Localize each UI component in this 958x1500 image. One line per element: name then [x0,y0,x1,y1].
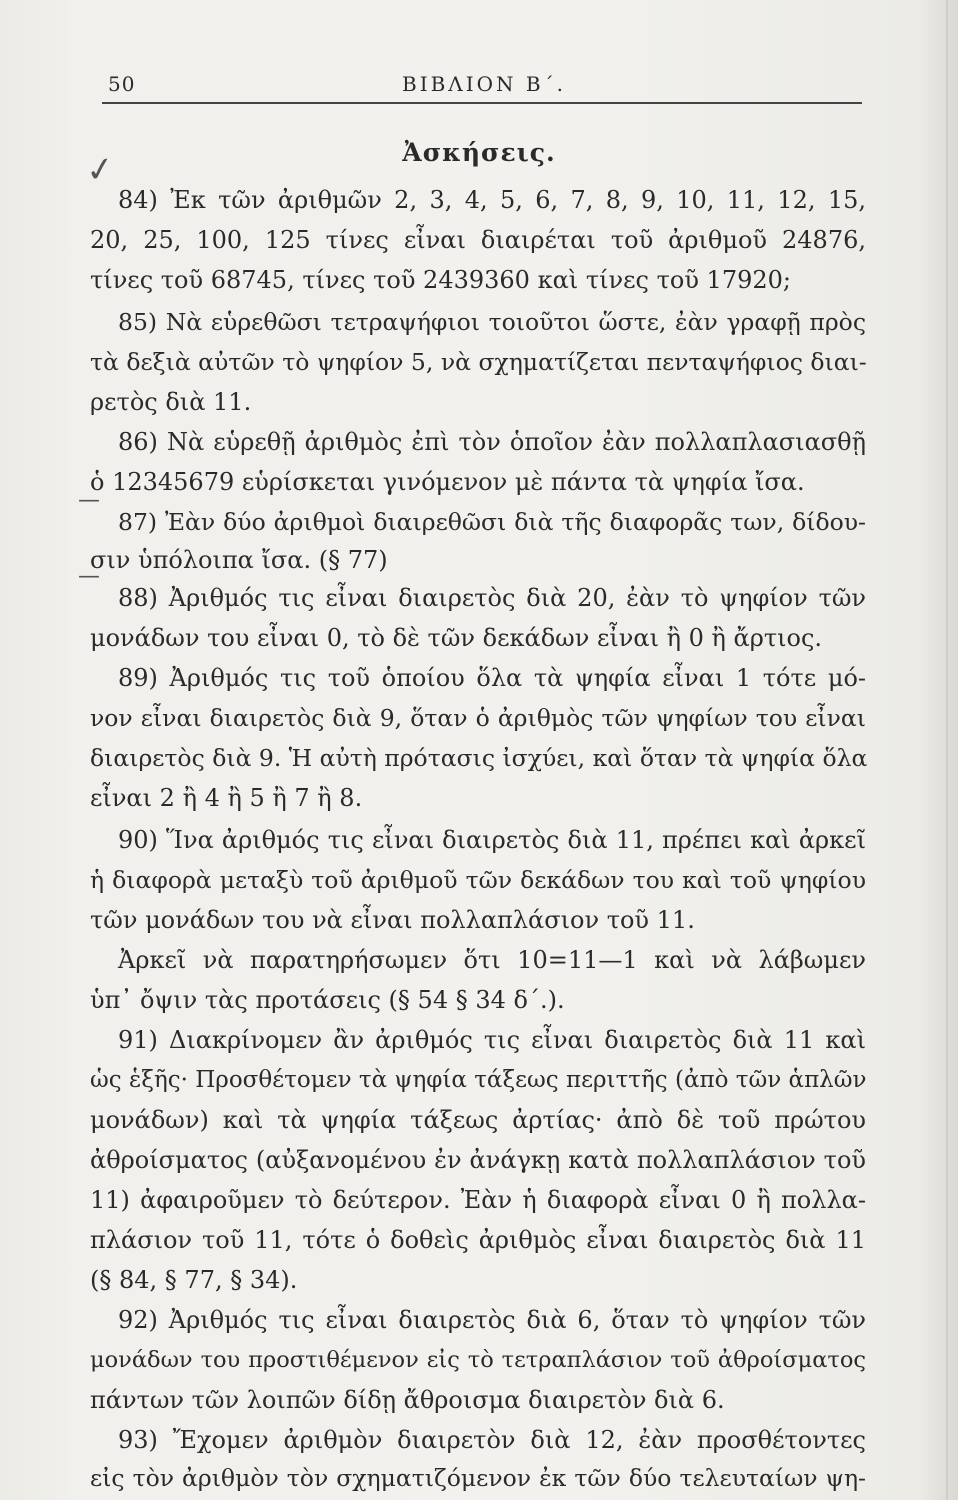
text-line: διαιρετὸς διὰ 9. Ἡ αὐτὴ πρότασις ἰσχύει, καὶ ὅταν τὰ ψηφία ὅλα [90,744,868,772]
page-fold-edge [946,0,948,1500]
text-line: ἀθροίσματος (αὐξανομένου ἐν ἀνάγκῃ κατὰ πολλαπλάσιον τοῦ [90,1146,866,1174]
text-line: τὰ δεξιὰ αὐτῶν τὸ ψηφίον 5, νὰ σχηματίζεται πενταψήφιος διαι- [90,348,867,376]
text-line: μονάδων) καὶ τὰ ψηφία τάξεως ἀρτίας· ἀπὸ δὲ τοῦ πρώτου [90,1106,866,1134]
running-title: ΒΙΒΛΙΟΝ Β΄. [402,72,566,96]
text-line: πάντων τῶν λοιπῶν δίδῃ ἄθροισμα διαιρετὸν διὰ 6. [90,1386,725,1414]
text-line: ὁ 12345679 εὑρίσκεται γινόμενον μὲ πάντα τὰ ψηφία ἴσα. [90,468,805,496]
text-line: 84) Ἐκ τῶν ἀριθμῶν 2, 3, 4, 5, 6, 7, 8, 9, 10, 11, 12, 15, [118,186,866,214]
page-header [102,72,862,108]
pencil-margin-mark: — [78,564,100,589]
text-line: μονάδων του προστιθέμενον εἰς τὸ τετραπλάσιον τοῦ ἀθροίσματος [90,1347,866,1373]
text-line: ὑπ᾽ ὄψιν τὰς προτάσεις (§ 54 § 34 δ΄.). [90,986,565,1014]
text-line: εἶναι 2 ἢ 4 ἢ 5 ἢ 7 ἢ 8. [90,784,363,812]
page-number: 50 [108,72,136,96]
text-line: Ἀρκεῖ νὰ παρατηρήσωμεν ὅτι 10=11—1 καὶ νὰ λάβωμεν [118,946,866,974]
text-line: 91) Διακρίνομεν ἂν ἀριθμός τις εἶναι διαιρετὸς διὰ 11 καὶ [118,1026,866,1054]
text-line: 87) Ἐὰν δύο ἀριθμοὶ διαιρεθῶσι διὰ τῆς διαφορᾶς των, δίδου- [118,508,866,536]
text-line: 20, 25, 100, 125 τίνες εἶναι διαιρέται τοῦ ἀριθμοῦ 24876, [90,226,866,254]
text-line: εἰς τὸν ἀριθμὸν τὸν σχηματιζόμενον ἐκ τῶν δύο τελευταίων ψη- [90,1464,866,1492]
text-line: νον εἶναι διαιρετὸς διὰ 9, ὅταν ὁ ἀριθμὸς τῶν ψηφίων του εἶναι [90,704,866,732]
text-line: σιν ὑπόλοιπα ἴσα. (§ 77) [90,546,388,574]
text-line: 90) Ἵνα ἀριθμός τις εἶναι διαιρετὸς διὰ 11, πρέπει καὶ ἀρκεῖ [118,826,866,854]
text-line: τίνες τοῦ 68745, τίνες τοῦ 2439360 καὶ τίνες τοῦ 17920; [90,266,791,294]
text-line: 11) ἀφαιροῦμεν τὸ δεύτερον. Ἐὰν ἡ διαφορὰ εἶναι 0 ἢ πολλα- [90,1186,866,1214]
text-line: (§ 84, § 77, § 34). [90,1266,298,1294]
text-line: ὡς ἑξῆς· Προσθέτομεν τὰ ψηφία τάξεως περιττῆς (ἀπὸ τῶν ἁπλῶν [90,1067,867,1093]
pencil-margin-mark: — [78,488,100,513]
text-line: μονάδων του εἶναι 0, τὸ δὲ τῶν δεκάδων εἶναι ἢ 0 ἢ ἄρτιος. [90,624,823,652]
text-line: 86) Νὰ εὑρεθῇ ἀριθμὸς ἐπὶ τὸν ὁποῖον ἐὰν πολλαπλασιασθῇ [118,428,866,456]
pencil-check-mark: ✓ [83,148,118,192]
section-title: Ἀσκήσεις. [402,138,556,167]
text-line: πλάσιον τοῦ 11, τότε ὁ δοθεὶς ἀριθμὸς εἶναι διαιρετὸς διὰ 11 [90,1226,866,1254]
text-line: τῶν μονάδων του νὰ εἶναι πολλαπλάσιον τοῦ 11. [90,906,695,934]
text-line: 93) Ἔχομεν ἀριθμὸν διαιρετὸν διὰ 12, ἐὰν προσθέτοντες [118,1426,866,1454]
text-line: 85) Νὰ εὑρεθῶσι τετραψήφιοι τοιοῦτοι ὥστε, ἐὰν γραφῇ πρὸς [118,308,866,336]
text-line: 92) Ἀριθμός τις εἶναι διαιρετὸς διὰ 6, ὅταν τὸ ψηφίον τῶν [118,1306,866,1334]
text-line: ρετὸς διὰ 11. [90,388,252,416]
text-line: 88) Ἀριθμός τις εἶναι διαιρετὸς διὰ 20, ἐὰν τὸ ψηφίον τῶν [118,584,866,612]
text-line: 89) Ἀριθμός τις τοῦ ὁποίου ὅλα τὰ ψηφία εἶναι 1 τότε μό- [118,664,866,692]
header-rule [102,102,862,104]
text-line: ἡ διαφορὰ μεταξὺ τοῦ ἀριθμοῦ τῶν δεκάδων του καὶ τοῦ ψηφίου [90,866,866,894]
